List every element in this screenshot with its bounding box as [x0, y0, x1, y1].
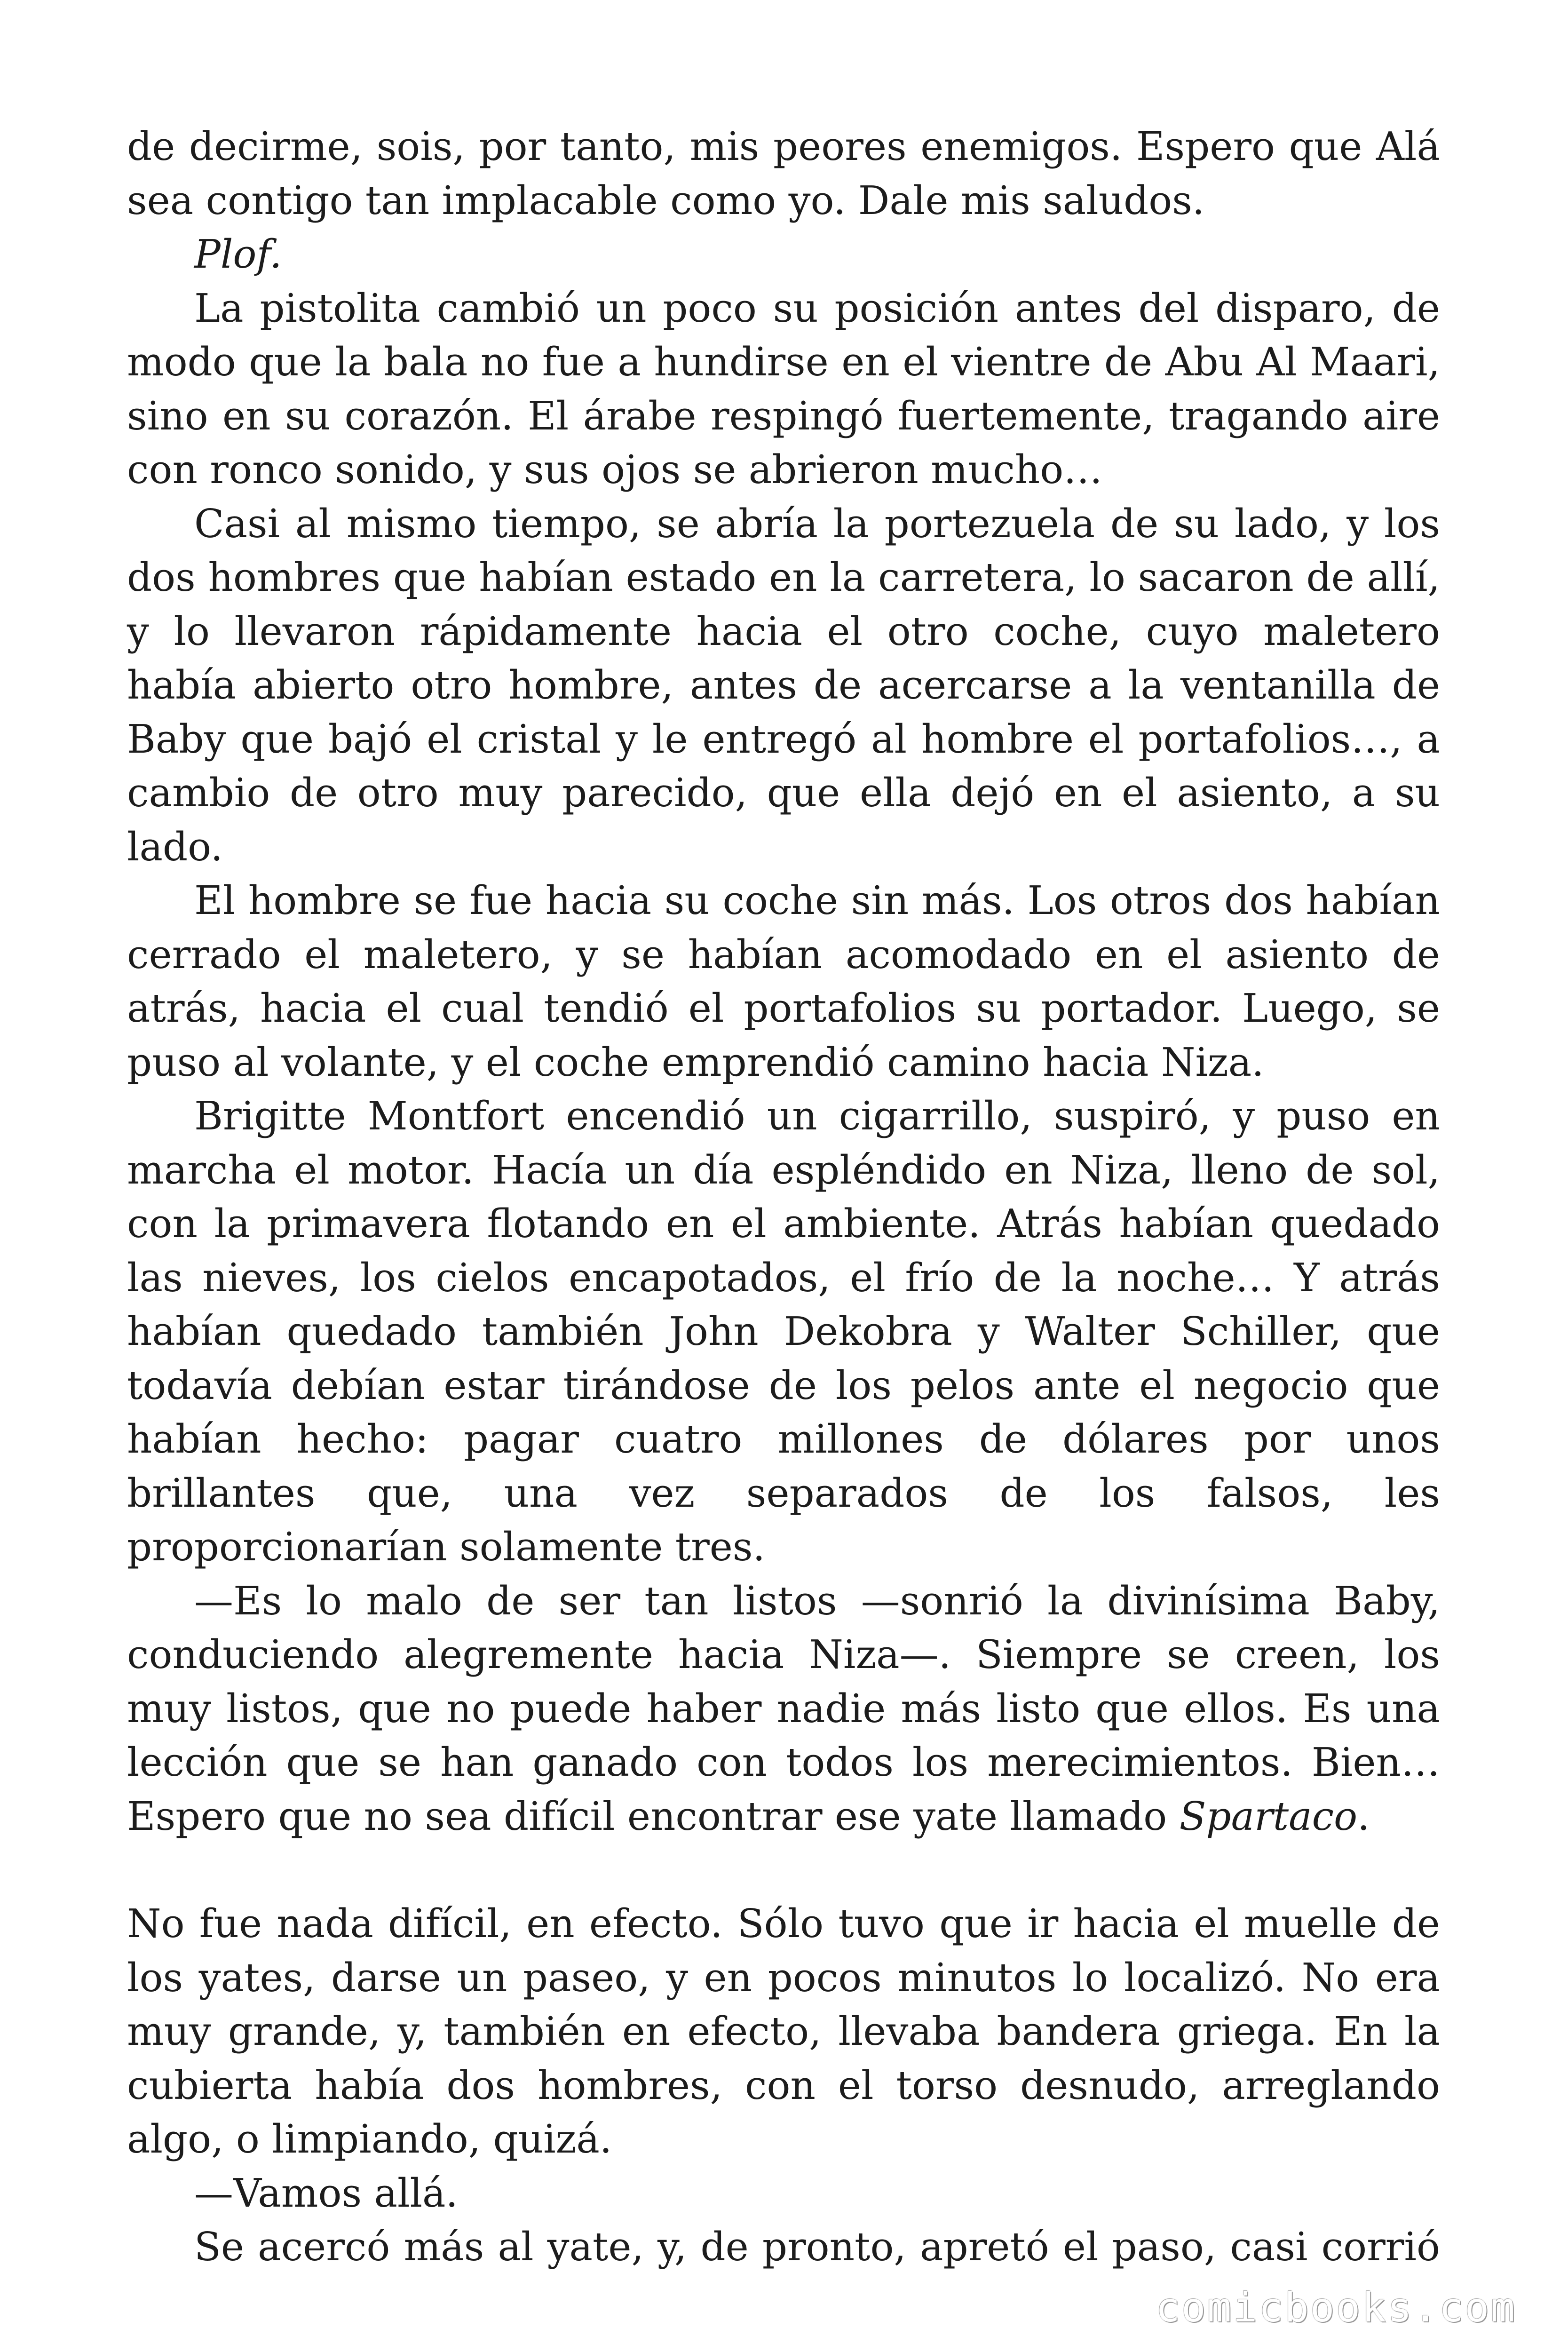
- paragraph: No fue nada difícil, en efecto. Sólo tuvo que ir hacia el muelle de los yates, darse un paseo, y en pocos minutos lo localizó. No era muy grande, y, también en efecto, llevaba bandera griega. En la cubierta había dos hombres, con el torso desnudo, arreglando algo, o limpiando, quizá.: [127, 1901, 1440, 2162]
- paragraph: La pistolita cambió un poco su posición antes del disparo, de modo que la bala no fue a hundirse en el vientre de Abu Al Maari, sino en su corazón. El árabe respingó fuertemente, tragando aire con ronco sonido, y sus ojos se abrieron mucho…: [127, 285, 1440, 493]
- dialogue-text: —Es lo malo de ser tan listos —sonrió la divinísima Baby, conduciendo alegremente hacia Niza—. Siempre se creen, los muy listos, que no puede haber nadie más listo que ellos. Es una lección que se han ganado con todos los merecimientos. Bien… Espero que no sea difícil encontrar ese yate llamado: [127, 1578, 1440, 1839]
- paragraph: Brigitte Montfort encendió un cigarrillo, suspiró, y puso en marcha el motor. Hacía un día espléndido en Niza, lleno de sol, con la primavera flotando en el ambiente. Atrás habían quedado las nieves, los cielos encapotados, el frío de la noche… Y atrás habían quedado también John Dekobra y Walter Schiller, que todavía debían estar tirándose de los pelos ante el negocio que habían hecho: pagar cuatro millones de dólares por unos brillantes que, una vez separados de los falsos, les proporcionarían solamente tres.: [127, 1093, 1440, 1570]
- paragraph: [127, 228, 1440, 282]
- paragraph: Se acercó más al yate, y, de pronto, apretó el paso, casi corrió: [194, 2224, 1440, 2270]
- paragraph: de decirme, sois, por tanto, mis peores enemigos. Espero que Alá sea contigo tan implacable como yo. Dale mis saludos.: [127, 124, 1440, 223]
- punctuation: .: [1357, 1793, 1370, 1839]
- paragraph: Casi al mismo tiempo, se abría la portezuela de su lado, y los dos hombres que habían estado en la carretera, lo sacaron de allí, y lo llevaron rápidamente hacia el otro coche, cuyo maletero había abierto otro hombre, antes de acercarse a la ventanilla de Baby que bajó el cristal y le entregó al hombre el portafolios…, a cambio de otro muy parecido, que ella dejó en el asiento, a su lado.: [127, 501, 1440, 870]
- yacht-name: Spartaco: [1179, 1793, 1358, 1839]
- paragraph: El hombre se fue hacia su coche sin más. Los otros dos habían cerrado el maletero, y se habían acomodado en el asiento de atrás, hacia el cual tendió el portafolios su portador. Luego, se puso al volante, y el coche emprendió camino hacia Niza.: [127, 878, 1440, 1085]
- paragraph: [127, 1574, 1440, 1844]
- emphasis: Plof.: [194, 231, 282, 277]
- watermark: comicbooks.com: [1156, 2284, 1516, 2331]
- paragraph: —Vamos allá.: [194, 2170, 458, 2216]
- page-body: [127, 120, 1440, 2274]
